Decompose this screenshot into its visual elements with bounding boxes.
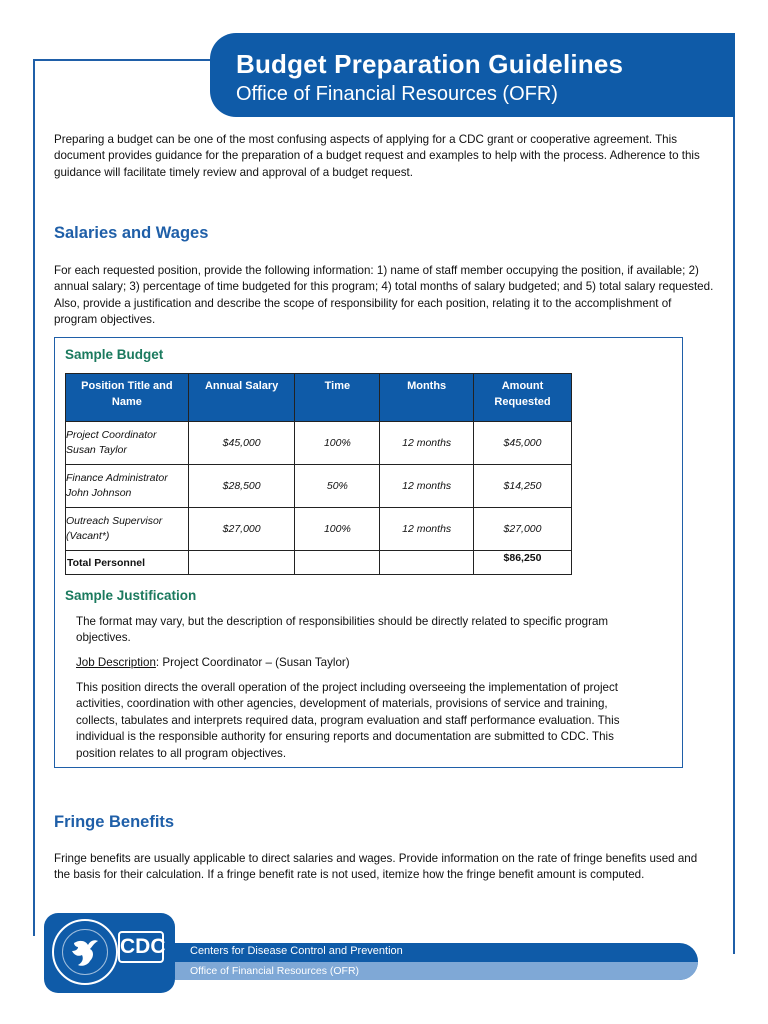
sample-box [54,337,683,768]
hhs-seal-icon [52,919,118,985]
cell-position: Finance Administrator John Johnson [66,465,189,508]
frame-line-left [33,59,35,936]
cell-months: 12 months [380,422,474,465]
cell-months: 12 months [380,465,474,508]
col-header-time: Time [295,374,380,422]
total-empty-cell [188,551,295,575]
cell-amount: $45,000 [474,422,572,465]
cell-amount: $14,250 [474,465,572,508]
footer-logo [44,913,175,993]
total-label: Total Personnel [66,551,189,575]
col-header-position: Position Title and Name [66,374,189,422]
cell-amount: $27,000 [474,508,572,551]
salaries-paragraph: For each requested position, provide the following information: 1) name of staff member occupying the position, if available; 2) annual salary; 3) percentage of time budgeted for this program; 4) total months of salary budgeted; and 5) total salary requested. Also, provide a justification and describe the scope of responsibility for each position, relating it to the accomplishment of program objectives. [54,264,714,327]
col-header-amount: Amount Requested [474,374,572,422]
col-header-months: Months [380,374,474,422]
cell-months: 12 months [380,508,474,551]
sample-budget-heading: Sample Budget [65,347,164,362]
justification-body: This position directs the overall operation of the project including overseeing the implementation of project activities, coordination with other agencies, development of materials, provisions of service and training, collects, tabulates and interprets required data, program evaluation and staff performance evaluation. This individual is the responsible authority for ensuring reports and documentation are submitted to CDC. This position relates to all program objectives. [76,681,620,760]
col-header-salary: Annual Salary [188,374,295,422]
footer-org-name: Centers for Disease Control and Prevention [190,945,403,957]
total-value: $86,250 [474,551,572,575]
cell-salary: $27,000 [188,508,295,551]
job-description-line [76,655,636,671]
justification-intro: The format may vary, but the description of responsibilities should be directly related to specific program objectives. [76,615,609,645]
total-empty-cell [295,551,380,575]
job-description-label: Job Description [76,656,156,669]
table-row [66,422,572,465]
cell-position: Project Coordinator Susan Taylor [66,422,189,465]
sample-justification-heading: Sample Justification [65,588,197,603]
job-description-value: : Project Coordinator – (Susan Taylor) [155,656,350,669]
footer-office-name: Office of Financial Resources (OFR) [175,962,698,980]
cdc-logo-text: CDC [118,931,164,963]
eagle-icon [70,935,100,971]
cell-position: Outreach Supervisor (Vacant*) [66,508,189,551]
table-row [66,508,572,551]
cell-salary: $28,500 [188,465,295,508]
fringe-heading: Fringe Benefits [54,813,175,831]
footer-band [175,943,698,980]
page-title: Budget Preparation Guidelines [236,49,624,79]
total-empty-cell [380,551,474,575]
cell-salary: $45,000 [188,422,295,465]
table-header-row [66,374,572,422]
cell-time: 50% [295,465,380,508]
cell-time: 100% [295,508,380,551]
table-row [66,465,572,508]
frame-line-top [33,59,213,61]
frame-line-right [733,112,735,954]
cell-time: 100% [295,422,380,465]
budget-table [65,373,572,575]
header-banner [210,33,735,117]
intro-paragraph: Preparing a budget can be one of the most confusing aspects of applying for a CDC grant or cooperative agreement. This document provides guidance for the preparation of a budget request and examples to help with the process. Adherence to this guidance will facilitate timely review and approval of a budget request. [54,133,700,179]
table-total-row [66,551,572,575]
fringe-paragraph: Fringe benefits are usually applicable to direct salaries and wages. Provide information on the rate of fringe benefits used and the basis for their calculation. If a fringe benefit rate is not used, itemize how the fringe benefit amount is computed. [54,852,698,882]
page-subtitle: Office of Financial Resources (OFR) [236,83,558,105]
salaries-heading: Salaries and Wages [54,224,209,242]
